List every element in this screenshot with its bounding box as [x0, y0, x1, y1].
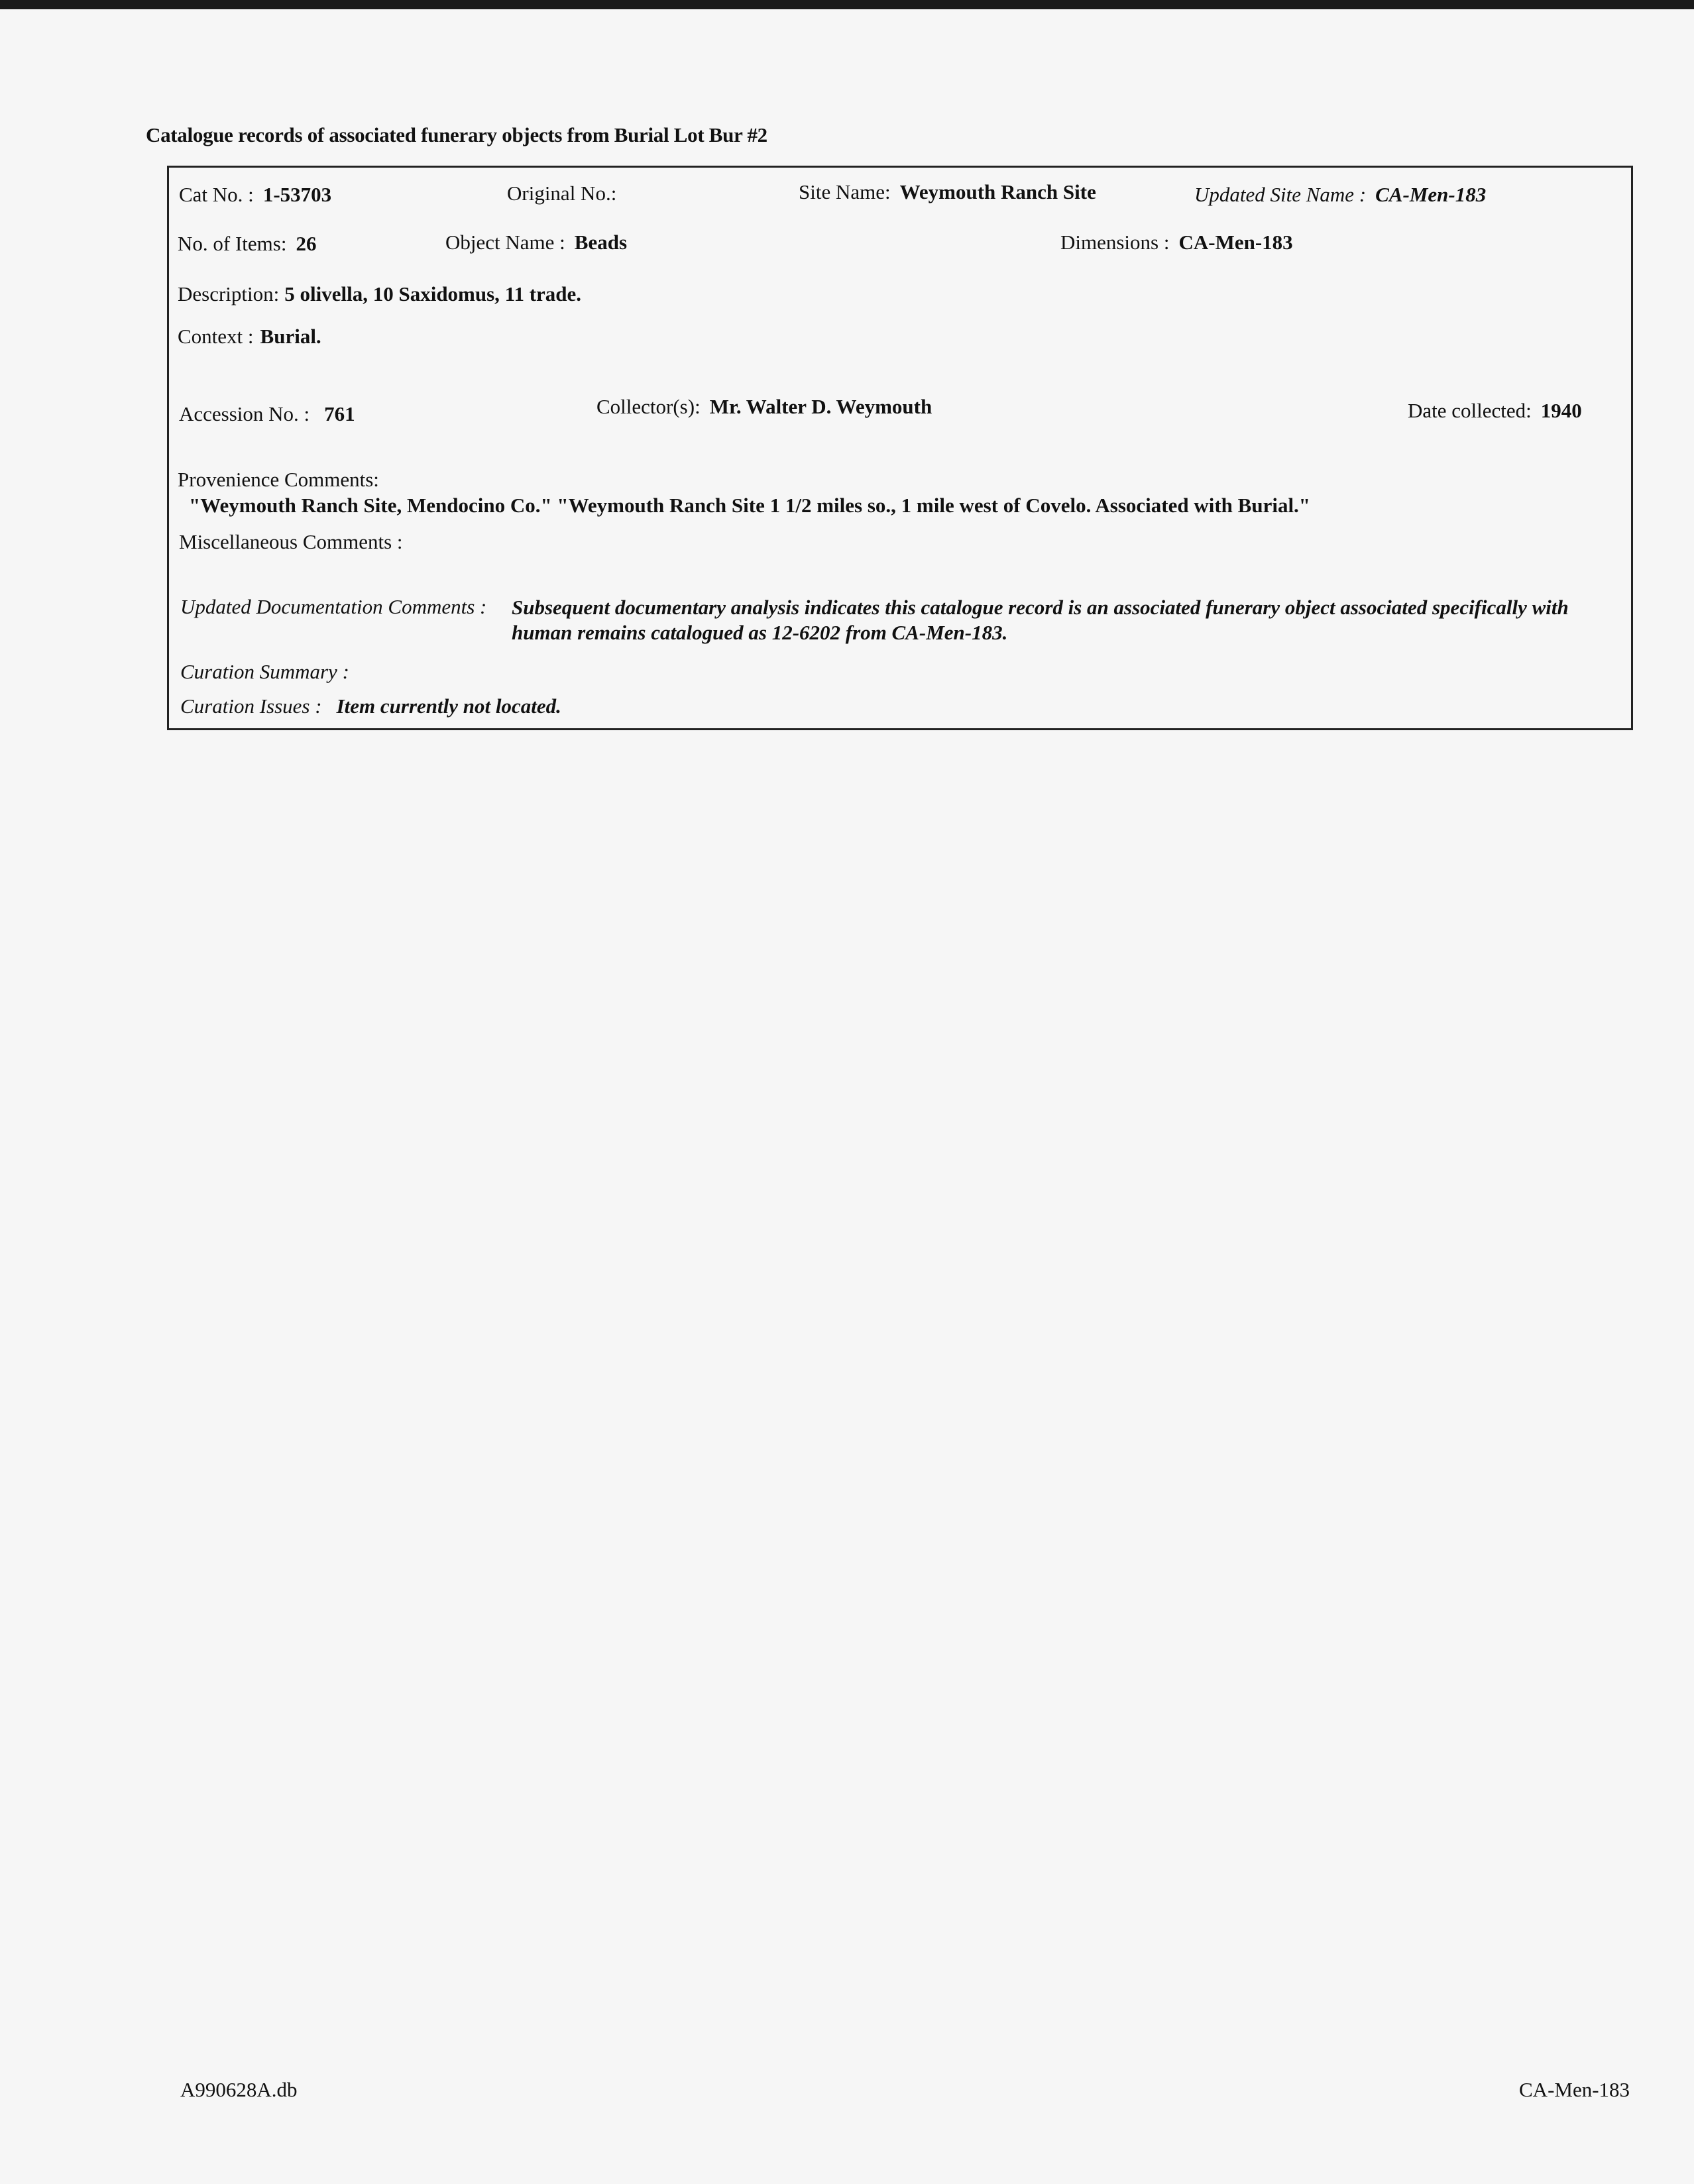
cat-no-field — [179, 183, 331, 207]
date-collected-label: Date collected: — [1408, 399, 1532, 422]
object-name-label: Object Name : — [445, 231, 565, 254]
collectors-value: Mr. Walter D. Weymouth — [709, 395, 932, 418]
collectors-field — [596, 395, 932, 419]
object-name-field — [445, 231, 627, 254]
page-title: Catalogue records of associated funerary objects from Burial Lot Bur #2 — [146, 123, 767, 146]
provenience-label: Provenience Comments: — [178, 468, 379, 491]
object-name-value: Beads — [574, 231, 628, 254]
collectors-label: Collector(s): — [596, 395, 701, 418]
misc-comments-label: Miscellaneous Comments : — [179, 530, 403, 553]
updated-site-name-label: Updated Site Name : — [1194, 183, 1367, 206]
context-value: Burial. — [260, 325, 321, 348]
date-collected-field — [1408, 399, 1582, 423]
curation-summary-field — [180, 660, 359, 684]
cat-no-value: 1-53703 — [262, 183, 332, 206]
date-collected-value: 1940 — [1540, 399, 1582, 422]
dimensions-label: Dimensions : — [1060, 231, 1170, 254]
context-field — [178, 325, 321, 349]
updated-doc-comments: Subsequent documentary analysis indicates this catalogue record is an associated funerary object associated specifically with human remains catalogued as 12-6202 from CA-Men-183. — [512, 596, 1569, 644]
context-label: Context : — [178, 325, 254, 348]
scan-top-edge — [0, 0, 1694, 9]
description-value: 5 olivella, 10 Saxidomus, 11 trade. — [284, 282, 582, 305]
cat-no-label: Cat No. : — [179, 183, 254, 206]
dimensions-value: CA-Men-183 — [1178, 231, 1293, 254]
curation-issues-field — [180, 694, 561, 718]
updated-doc-label: Updated Documentation Comments : — [180, 595, 487, 618]
curation-issues-label: Curation Issues : — [180, 694, 322, 718]
curation-summary-label: Curation Summary : — [180, 660, 349, 683]
misc-comments-field — [179, 530, 412, 554]
original-no-field — [507, 182, 626, 205]
site-name-value: Weymouth Ranch Site — [899, 180, 1096, 203]
updated-site-name-value: CA-Men-183 — [1375, 183, 1487, 206]
description-field — [178, 282, 581, 306]
items-label: No. of Items: — [178, 232, 287, 255]
updated-site-name-field — [1194, 183, 1486, 207]
site-name-field — [799, 180, 1096, 204]
accession-label: Accession No. : — [179, 402, 310, 425]
items-field — [178, 232, 316, 256]
dimensions-field — [1060, 231, 1293, 254]
description-label: Description: — [178, 282, 280, 305]
catalogue-record-box — [167, 166, 1633, 730]
site-name-label: Site Name: — [799, 180, 891, 203]
accession-field — [179, 402, 355, 426]
items-value: 26 — [296, 232, 317, 255]
accession-value: 761 — [324, 402, 355, 425]
original-no-label: Original No.: — [507, 182, 617, 205]
footer-site-code: CA-Men-183 — [1519, 2078, 1630, 2101]
provenience-comments: "Weymouth Ranch Site, Mendocino Co." "Weymouth Ranch Site 1 1/2 miles so., 1 mile west of Covelo. Associated with Burial." — [189, 494, 1311, 517]
curation-issues-value: Item currently not located. — [336, 694, 561, 718]
footer-filename: A990628A.db — [180, 2078, 298, 2101]
